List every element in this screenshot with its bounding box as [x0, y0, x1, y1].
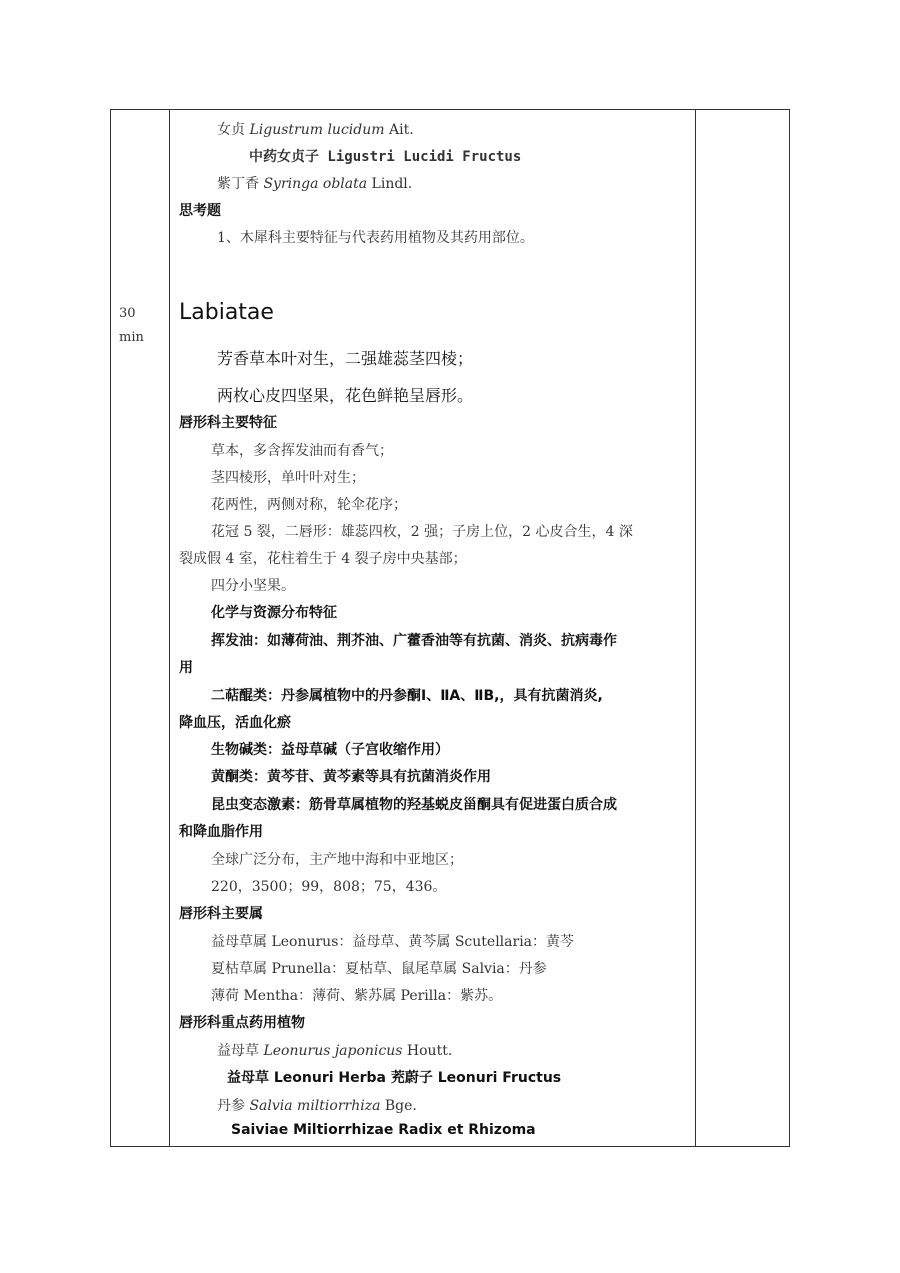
- feature-line: 花冠 5 裂，二唇形：雄蕊四枚，2 强；子房上位，2 心皮合生，4 深: [211, 524, 633, 540]
- author: Ait.: [384, 122, 414, 138]
- feature-line: 花两性，两侧对称，轮伞花序；: [211, 497, 407, 513]
- chem-line: 和降血脂作用: [179, 824, 263, 840]
- author: Bge.: [380, 1098, 417, 1114]
- chem-line: 黄酮类：黄芩苷、黄芩素等具有抗菌消炎作用: [211, 769, 491, 785]
- time-unit: min: [119, 330, 144, 345]
- column-divider: [695, 110, 696, 1146]
- section-heading: 唇形科重点药用植物: [179, 1015, 305, 1031]
- column-divider: [169, 110, 170, 1146]
- drug-line: 益母草 Leonuri Herba 茺蔚子 Leonuri Fructus: [227, 1070, 562, 1086]
- genus-line: 益母草属 Leonurus：益母草、黄芩属 Scutellaria：黄芩: [211, 934, 575, 950]
- distribution-line: 220，3500；99，808；75，436。: [211, 879, 447, 895]
- drug-line: 中药女贞子 Ligustri Lucidi Fructus: [249, 149, 522, 165]
- feature-line: 草本，多含挥发油而有香气；: [211, 443, 393, 459]
- plant-line: [217, 1095, 417, 1115]
- time-value: 30: [119, 306, 136, 321]
- chem-line: 二萜醌类：丹参属植物中的丹参酮Ⅰ、ⅡA、ⅡB,，具有抗菌消炎,: [211, 688, 603, 704]
- latin-name: Salvia miltiorrhiza: [249, 1098, 381, 1114]
- chem-line: 生物碱类：益母草碱（子宫收缩作用）: [211, 742, 449, 758]
- plant-name: 紫丁香: [217, 176, 264, 192]
- feature-line: 四分小坚果。: [211, 578, 295, 594]
- verse-line: 两枚心皮四坚果，花色鲜艳呈唇形。: [217, 386, 474, 405]
- chem-line: 昆虫变态激素：筋骨草属植物的羟基蜕皮甾酮具有促进蛋白质合成: [211, 797, 617, 813]
- plant-line: [217, 173, 412, 193]
- latin-name: Leonurus japonicus: [263, 1043, 403, 1059]
- plant-line: [217, 1040, 452, 1060]
- section-heading: 唇形科主要特征: [179, 415, 277, 431]
- genus-line: 薄荷 Mentha：薄荷、紫苏属 Perilla：紫苏。: [211, 988, 503, 1004]
- distribution-line: 全球广泛分布，主产地中海和中亚地区；: [211, 852, 463, 868]
- chem-line: 挥发油：如薄荷油、荆芥油、广藿香油等有抗菌、消炎、抗病毒作: [211, 633, 617, 649]
- latin-name: Syringa oblata: [263, 176, 368, 192]
- lesson-table: [110, 109, 790, 1147]
- verse-line: 芳香草本叶对生，二强雄蕊茎四棱；: [217, 349, 474, 368]
- section-heading: 化学与资源分布特征: [211, 605, 337, 621]
- plant-name: 丹参: [217, 1098, 250, 1114]
- author: Lindl.: [367, 176, 413, 192]
- plant-line: [217, 119, 414, 139]
- section-heading: 唇形科主要属: [179, 906, 263, 922]
- chem-line: 降血压，活血化瘀: [179, 715, 291, 731]
- plant-name: 女贞: [217, 122, 250, 138]
- latin-name: Ligustrum lucidum: [249, 122, 385, 138]
- plant-name: 益母草: [217, 1043, 264, 1059]
- genus-line: 夏枯草属 Prunella：夏枯草、鼠尾草属 Salvia：丹参: [211, 961, 547, 977]
- chem-line: 用: [179, 660, 193, 676]
- time-cell: [119, 302, 144, 350]
- feature-line: 茎四棱形，单叶叶对生；: [211, 470, 365, 486]
- feature-line: 裂成假 4 室，花柱着生于 4 裂子房中央基部；: [179, 551, 467, 567]
- section-heading: 思考题: [179, 203, 221, 219]
- question: 1、木犀科主要特征与代表药用植物及其药用部位。: [217, 230, 534, 246]
- family-title: Labiatae: [179, 300, 274, 325]
- drug-line: Saiviae Miltiorrhizae Radix et Rhizoma: [231, 1122, 536, 1138]
- author: Houtt.: [402, 1043, 453, 1059]
